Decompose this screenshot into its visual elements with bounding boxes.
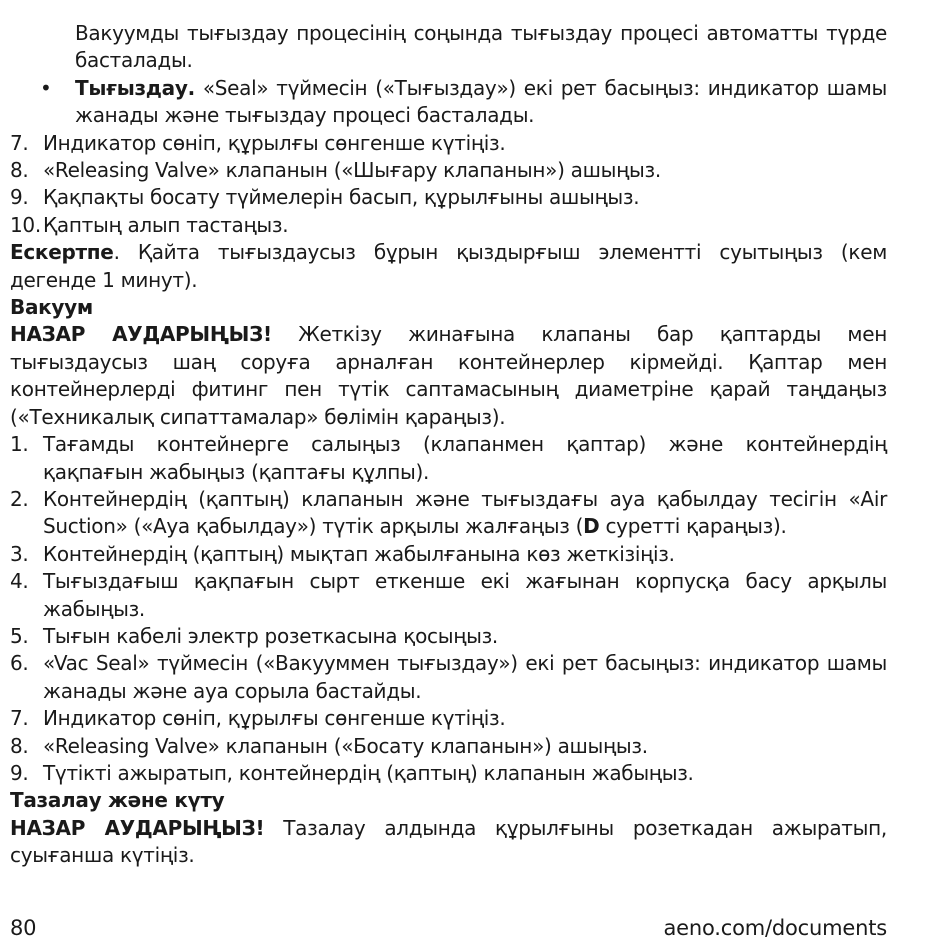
cleaning-heading: Тазалау және күту bbox=[10, 788, 225, 813]
list-item bbox=[10, 733, 887, 760]
bullet-dot: • bbox=[40, 75, 52, 100]
step-text: «Vac Seal» түймесін («Вакууммен тығыздау») екі рет басыңыз: индикатор шамы жанады және ауа сорыла бастайды. bbox=[43, 651, 887, 703]
warning-text: Тазалау алдында құрылғыны розеткадан ажыратып, суығанша күтіңіз. bbox=[10, 815, 887, 868]
step-number: 10. bbox=[10, 212, 41, 237]
step-number: 9. bbox=[10, 185, 29, 210]
vacuum-heading: Вакуум bbox=[10, 295, 93, 320]
step-text-part: суретті қараңыз). bbox=[599, 514, 787, 539]
step-text: Индикатор сөніп, құрылғы сөнгенше күтіңіз. bbox=[43, 130, 506, 155]
vacuum-warning bbox=[10, 321, 887, 431]
bullet-sealing bbox=[10, 75, 887, 130]
bullet-text bbox=[75, 75, 887, 130]
step-text: Тығын кабелі электр розеткасына қосыңыз. bbox=[43, 623, 498, 648]
step-text: Тағамды контейнерге салыңыз (клапанмен қаптар) және контейнердің қақпағын жабыңыз (қаптағы құлпы). bbox=[43, 432, 887, 484]
step-text: Индикатор сөніп, құрылғы сөнгенше күтіңіз. bbox=[43, 706, 506, 731]
document-body bbox=[10, 20, 887, 870]
step-number: 2. bbox=[10, 486, 29, 511]
cleaning-warning bbox=[10, 815, 887, 870]
warning-label: НАЗАР АУДАРЫҢЫЗ! bbox=[10, 322, 272, 347]
step-text: «Releasing Valve» клапанын («Босату клапанын») ашыңыз. bbox=[43, 733, 648, 758]
list-item bbox=[10, 650, 887, 705]
list-item bbox=[10, 486, 887, 541]
page-number: 80 bbox=[10, 916, 37, 940]
note-text: . Қайта тығыздаусыз бұрын қыздырғыш элементті суытыңыз (кем дегенде 1 минут). bbox=[10, 240, 887, 292]
step-number: 7. bbox=[10, 706, 29, 731]
list-item bbox=[10, 568, 887, 623]
list-item bbox=[10, 541, 887, 568]
list-item bbox=[10, 431, 887, 486]
step-text: Контейнердің (қаптың) мықтап жабылғанына көз жеткізіңіз. bbox=[43, 541, 675, 566]
step-text: Түтікті ажыратып, контейнердің (қаптың) клапанын жабыңыз. bbox=[43, 760, 694, 785]
list-item bbox=[10, 130, 887, 157]
step-number: 8. bbox=[10, 158, 29, 183]
warning-text: Жеткізу жинағына клапаны бар қаптарды мен тығыздаусыз шаң соруға арналған контейнерлер кірмейді. Қаптар мен контейнерлерді фитинг пен түтік саптамасының диаметріне қарай таңдаңыз («Техникалық сипаттамалар» бөлімін қараңыз). bbox=[10, 322, 887, 429]
step-number: 5. bbox=[10, 623, 29, 648]
sealing-continuation: Вакуумды тығыздау процесінің соңында тығыздау процесі автоматты түрде басталады. bbox=[75, 21, 887, 73]
step-number: 6. bbox=[10, 651, 29, 676]
note-paragraph bbox=[10, 239, 887, 294]
bullet-body: «Seal» түймесін («Тығыздау») екі рет басыңыз: индикатор шамы жанады және тығыздау процесі басталады. bbox=[75, 75, 887, 128]
figure-ref: D bbox=[583, 514, 600, 539]
step-number: 8. bbox=[10, 733, 29, 758]
note-label: Ескертпе bbox=[10, 240, 114, 265]
step-text-part: Контейнердің (қаптың) клапанын және тығыздағы ауа қабылдау тесігін «Air Suction» («Ауа қабылдау») түтік арқылы жалғаңыз ( bbox=[43, 486, 887, 539]
step-number: 3. bbox=[10, 541, 29, 566]
list-item bbox=[10, 705, 887, 732]
step-text: Тығыздағыш қақпағын сырт еткенше екі жағынан корпусқа басу арқылы жабыңыз. bbox=[43, 569, 887, 621]
step-text bbox=[43, 486, 887, 541]
step-text: Қақпақты босату түймелерін басып, құрылғыны ашыңыз. bbox=[43, 185, 640, 210]
step-text: «Releasing Valve» клапанын («Шығару клапанын») ашыңыз. bbox=[43, 158, 661, 183]
step-number: 9. bbox=[10, 760, 29, 785]
step-number: 7. bbox=[10, 130, 29, 155]
page-footer bbox=[10, 916, 887, 940]
bullet-bold-label: Тығыздау. bbox=[75, 75, 195, 100]
warning-label: НАЗАР АУДАРЫҢЫЗ! bbox=[10, 815, 265, 840]
footer-url: aeno.com/documents bbox=[663, 916, 887, 940]
list-item bbox=[10, 760, 887, 787]
step-number: 1. bbox=[10, 432, 29, 457]
step-number: 4. bbox=[10, 569, 29, 594]
list-item bbox=[10, 157, 887, 184]
list-item bbox=[10, 212, 887, 239]
step-text: Қаптың алып тастаңыз. bbox=[43, 212, 289, 237]
list-item bbox=[10, 184, 887, 211]
list-item bbox=[10, 623, 887, 650]
